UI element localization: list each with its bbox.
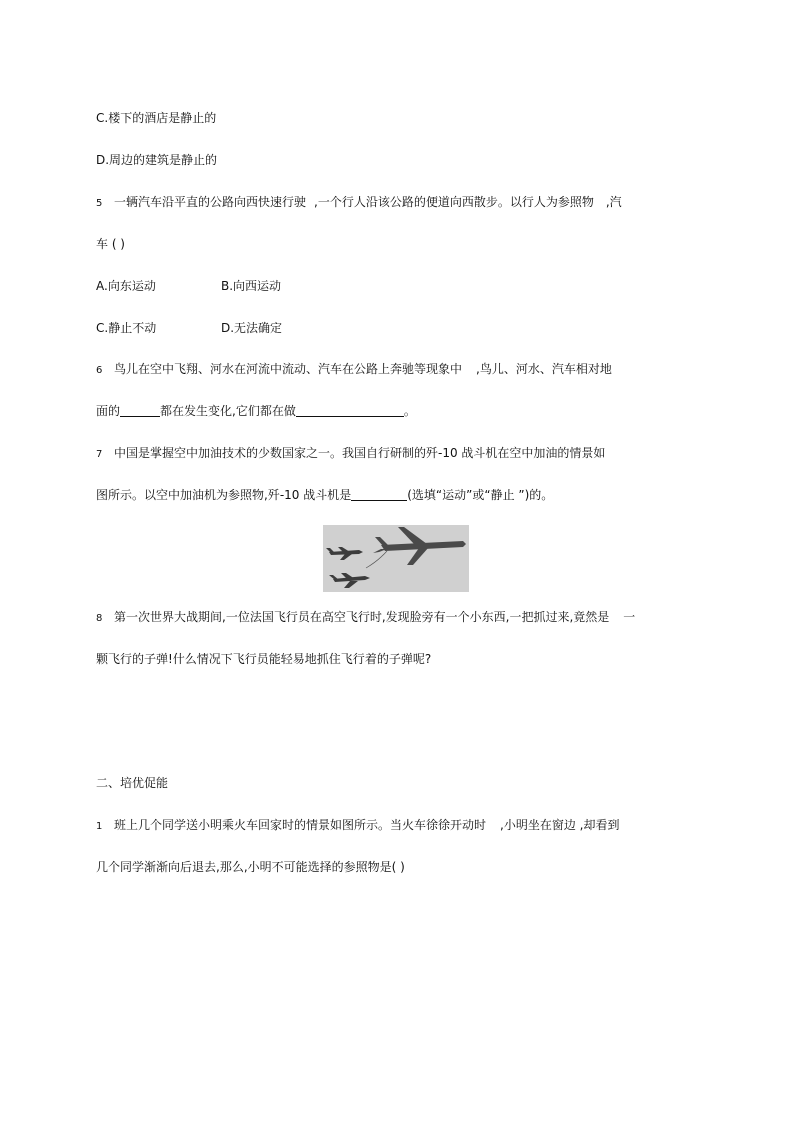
q4-option-d: D.周边的建筑是静止的 bbox=[96, 153, 218, 167]
q7-text-b: 图所示。以空中加油机为参照物,歼-10 战斗机是 bbox=[96, 488, 352, 502]
q5-number: 5 bbox=[96, 198, 103, 209]
s2q1-text-b: ,小明坐在窗边 ,却看到 bbox=[500, 818, 620, 832]
q5-stem-line1 bbox=[96, 194, 622, 212]
section-2-title: 二、培优促能 bbox=[96, 776, 169, 790]
q5-text-a: 一辆汽车沿平直的公路向西快速行驶 bbox=[114, 195, 307, 209]
q8-stem-line2: 颗飞行的子弹!什么情况下飞行员能轻易地抓住飞行着的子弹呢? bbox=[96, 652, 432, 666]
q5-option-a: A.向东运动 bbox=[96, 279, 156, 293]
q6-number: 6 bbox=[96, 365, 103, 376]
q5-option-d: D.无法确定 bbox=[221, 321, 283, 335]
q6-text-d: 都在发生变化,它们都在做 bbox=[160, 404, 296, 418]
q8-text-b: 一 bbox=[623, 610, 636, 624]
q8-text-a: 第一次世界大战期间,一位法国飞行员在高空飞行时,发现脸旁有一个小东西,一把抓过来,竟然是 bbox=[114, 610, 610, 624]
q5-text-c: ,汽 bbox=[605, 195, 622, 209]
q7-stem-line2 bbox=[96, 487, 553, 503]
q7-stem-line1 bbox=[96, 445, 605, 463]
q7-text-c: (选填“运动”或“静止 ”)的。 bbox=[407, 488, 554, 502]
aerial-refueling-photo bbox=[323, 525, 469, 592]
s2q1-stem-line1 bbox=[96, 817, 619, 835]
q6-stem-line1 bbox=[96, 361, 612, 379]
q5-option-c: C.静止不动 bbox=[96, 321, 157, 335]
q6-text-e: 。 bbox=[403, 404, 416, 418]
q8-stem-line1 bbox=[96, 609, 635, 627]
q6-text-a: 鸟儿在空中飞翔、河水在河流中流动、汽车在公路上奔驰等现象中 bbox=[114, 362, 463, 376]
q7-blank[interactable] bbox=[351, 488, 407, 501]
q5-options-row2 bbox=[96, 320, 282, 336]
q5-options-row1 bbox=[96, 278, 281, 294]
q7-text-a: 中国是掌握空中加油技术的少数国家之一。我国自行研制的歼-10 战斗机在空中加油的情景如 bbox=[114, 446, 606, 460]
s2q1-text-a: 班上几个同学送小明乘火车回家时的情景如图所示。当火车徐徐开动时 bbox=[114, 818, 487, 832]
s2q1-number: 1 bbox=[96, 821, 103, 832]
q6-text-c: 面的 bbox=[96, 404, 121, 418]
q6-blank-1[interactable] bbox=[120, 404, 160, 417]
q6-text-b: ,鸟儿、河水、汽车相对地 bbox=[476, 362, 612, 376]
s2q1-stem-line2: 几个同学渐渐向后退去,那么,小明不可能选择的参照物是( ) bbox=[96, 860, 405, 874]
q8-number: 8 bbox=[96, 613, 103, 624]
q6-stem-line2 bbox=[96, 403, 416, 419]
q5-text-b: ,一个行人沿该公路的便道向西散步。以行人为参照物 bbox=[314, 195, 594, 209]
q6-blank-2[interactable] bbox=[296, 404, 404, 417]
q5-stem-line2: 车 ( ) bbox=[96, 237, 125, 251]
q5-option-b: B.向西运动 bbox=[221, 279, 282, 293]
q4-option-c: C.楼下的酒店是静止的 bbox=[96, 111, 217, 125]
q7-number: 7 bbox=[96, 449, 103, 460]
